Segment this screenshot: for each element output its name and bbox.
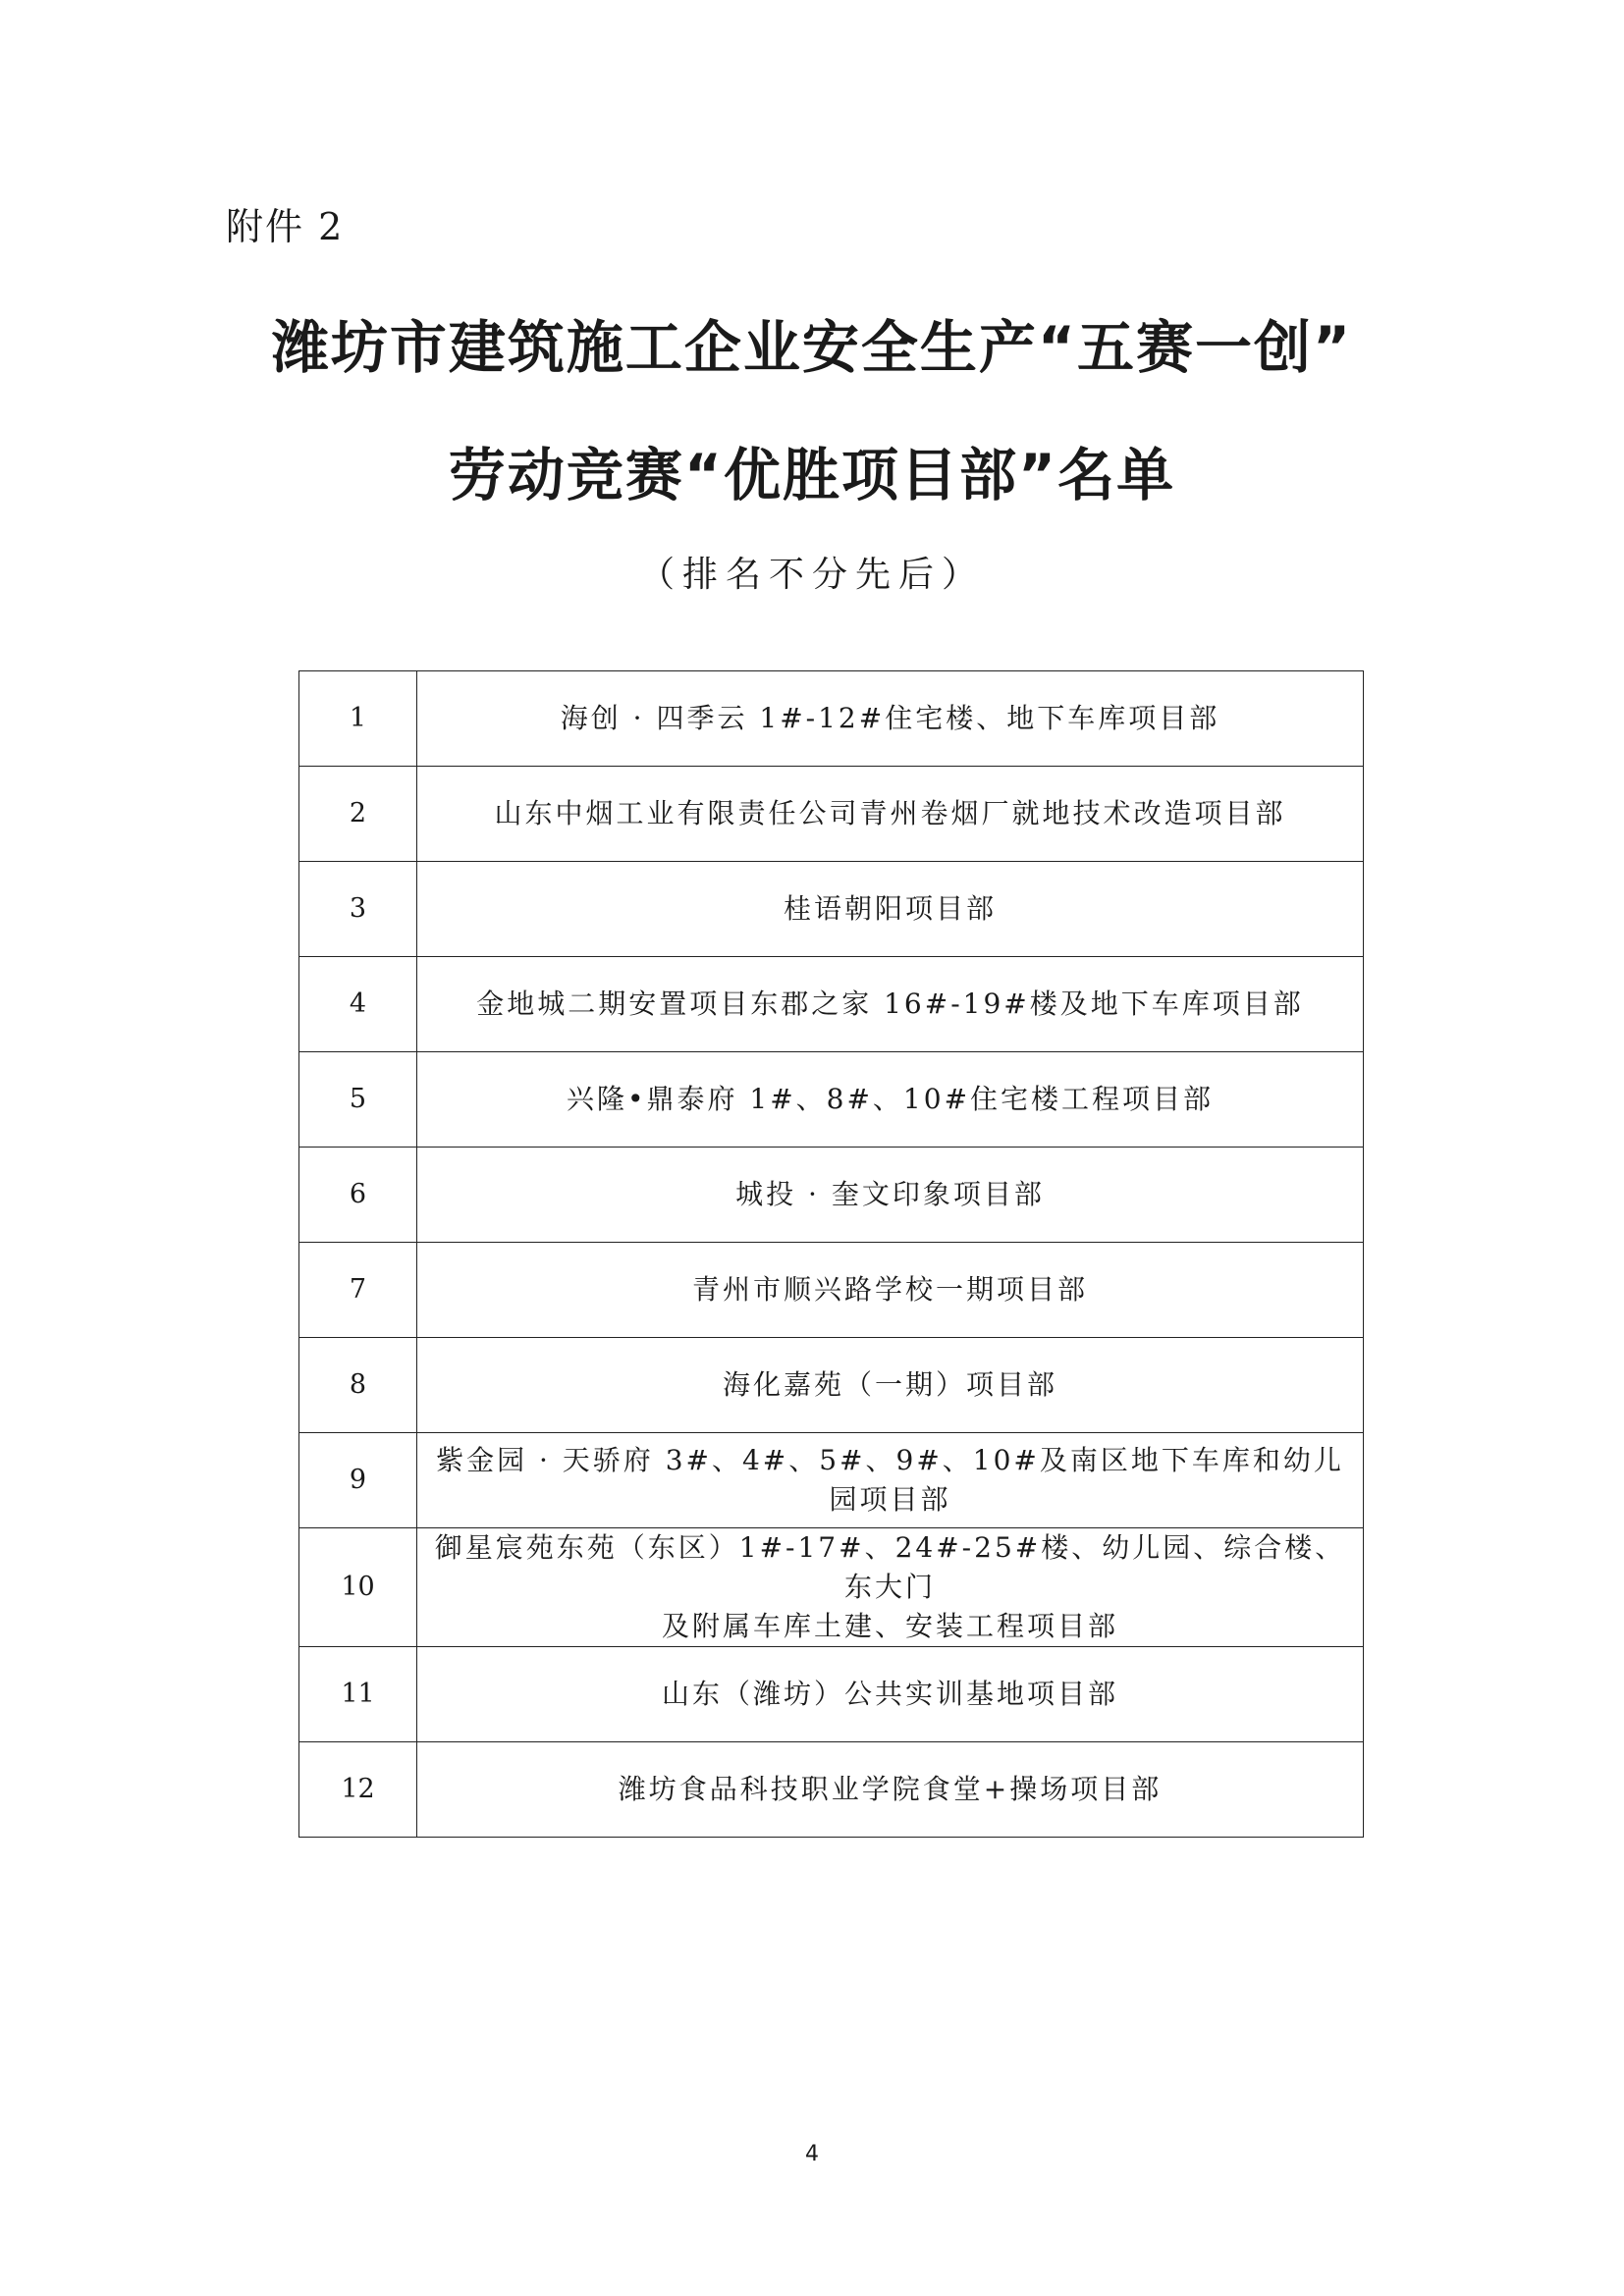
row-number: 1 <box>299 671 417 767</box>
project-name <box>417 1052 1364 1148</box>
project-name-line: 海创 · 四季云 1#-12#住宅楼、地下车库项目部 <box>560 702 1220 734</box>
project-name-line: 桂语朝阳项目部 <box>783 892 997 925</box>
row-number: 4 <box>299 957 417 1052</box>
project-name <box>417 1338 1364 1433</box>
row-number: 8 <box>299 1338 417 1433</box>
project-name-line: 金地城二期安置项目东郡之家 16#-19#楼及地下车库项目部 <box>476 988 1304 1020</box>
table-row <box>299 862 1364 957</box>
project-name-line: 潍坊食品科技职业学院食堂+操场项目部 <box>618 1773 1163 1805</box>
project-name <box>417 1742 1364 1838</box>
row-number: 6 <box>299 1148 417 1243</box>
document-title-line-2: 劳动竞赛“优胜项目部”名单 <box>448 442 1176 508</box>
project-name-line: 兴隆•鼎泰府 1#、8#、10#住宅楼工程项目部 <box>566 1083 1215 1115</box>
row-number: 3 <box>299 862 417 957</box>
project-name-line: 城投 · 奎文印象项目部 <box>735 1178 1045 1210</box>
table-row <box>299 1338 1364 1433</box>
table-row <box>299 1052 1364 1148</box>
table-row <box>299 671 1364 767</box>
project-name-line: 山东中烟工业有限责任公司青州卷烟厂就地技术改造项目部 <box>494 797 1286 829</box>
table-row <box>299 957 1364 1052</box>
row-number: 12 <box>299 1742 417 1838</box>
row-number: 9 <box>299 1433 417 1528</box>
row-number: 10 <box>299 1528 417 1647</box>
table-row <box>299 1742 1364 1838</box>
table-row <box>299 1243 1364 1338</box>
winners-table <box>298 670 1364 1838</box>
row-number: 2 <box>299 767 417 862</box>
project-name-line: 及附属车库土建、安装工程项目部 <box>661 1610 1118 1642</box>
attachment-label: 附件 2 <box>226 205 345 248</box>
table-row <box>299 1647 1364 1742</box>
table-row <box>299 1528 1364 1647</box>
project-name-line: 海化嘉苑（一期）项目部 <box>722 1368 1057 1401</box>
row-number: 5 <box>299 1052 417 1148</box>
table-row <box>299 1148 1364 1243</box>
row-number: 7 <box>299 1243 417 1338</box>
document-subtitle: （排名不分先后） <box>638 555 985 595</box>
project-name-line: 紫金园 · 天骄府 3#、4#、5#、9#、10#及南区地下车库和幼儿园项目部 <box>436 1444 1344 1516</box>
project-name <box>417 957 1364 1052</box>
project-name <box>417 1243 1364 1338</box>
project-name <box>417 1148 1364 1243</box>
project-name <box>417 671 1364 767</box>
table-row <box>299 767 1364 862</box>
document-title-line-1: 潍坊市建筑施工企业安全生产“五赛一创” <box>271 314 1353 381</box>
project-name-line: 御星宸苑东苑（东区）1#-17#、24#-25#楼、幼儿园、综合楼、东大门 <box>434 1531 1346 1603</box>
project-name <box>417 1647 1364 1742</box>
project-name <box>417 1528 1364 1647</box>
project-name <box>417 862 1364 957</box>
project-name-line: 青州市顺兴路学校一期项目部 <box>691 1273 1088 1306</box>
table-row <box>299 1433 1364 1528</box>
row-number: 11 <box>299 1647 417 1742</box>
project-name <box>417 1433 1364 1528</box>
project-name <box>417 767 1364 862</box>
project-name-line: 山东（潍坊）公共实训基地项目部 <box>661 1678 1118 1710</box>
winners-table-body <box>299 671 1364 1838</box>
page-number: 4 <box>805 2142 819 2166</box>
